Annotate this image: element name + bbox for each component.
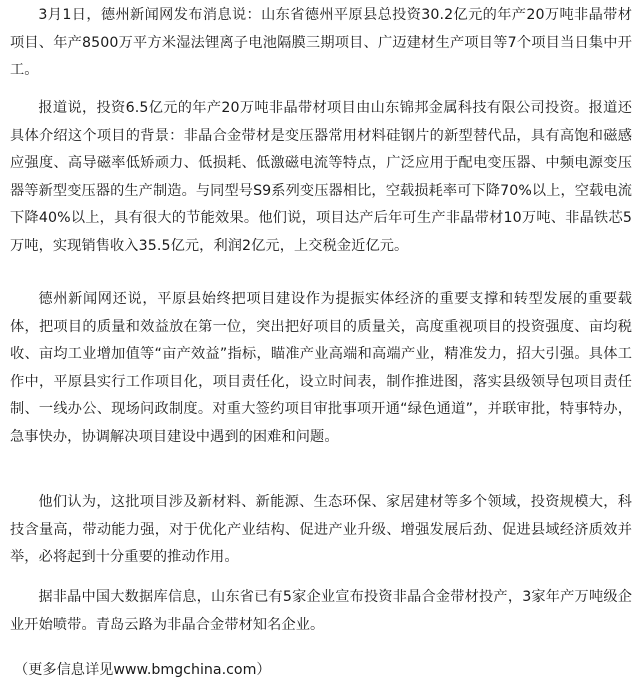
article-paragraph-3: 德州新闻网还说，平原县始终把项目建设作为提振实体经济的重要支撑和转型发展的重要载体，把项目的质量和效益放在第一位，突出把好项目的质量关，高度重视项目的投资强度、亩均税收、亩均工业增加值等“亩产效益”指标，瞄准产业高端和高端产业，精准发力，招大引强。具体工作中，平原县实行工作项目化，项目责任化，设立时间表，制作推进图，落实县级领导包项目责任制、一线办公、现场问政制度。对重大签约项目审批事项开通“绿色通道”，并联审批，特事特办，急事快办，协调解决项目建设中遇到的困难和问题。 bbox=[10, 291, 632, 445]
article-paragraph-2: 报道说，投资6.5亿元的年产20万吨非晶带材项目由山东锦邦金属科技有限公司投资。报道还具体介绍这个项目的背景：非晶合金带材是变压器常用材料硅钢片的新型替代品，具有高饱和磁感应强度、高导磁率低矫顽力、低损耗、低激磁电流等特点，广泛应用于配电变压器、中频电源变压器等新型变压器的生产制造。与同型号S9系列变压器相比，空载损耗率可下降70%以上，空载电流下降40%以上，具有很大的节能效果。他们说，项目达产后年可生产非晶带材10万吨、非晶铁芯5万吨，实现销售收入35.5亿元，利润2亿元，上交税金近亿元。 bbox=[10, 100, 632, 254]
article-paragraph-1: 3月1日，德州新闻网发布消息说：山东省德州平原县总投资30.2亿元的年产20万吨非晶带材项目、年产8500万平方米湿法锂离子电池隔膜三期项目、广迈建材生产项目等7个项目当日集中开工。 bbox=[10, 7, 632, 78]
article-paragraph-4: 他们认为，这批项目涉及新材料、新能源、生态环保、家居建材等多个领域，投资规模大，科技含量高，带动能力强，对于优化产业结构、促进产业升级、增强发展后劲、促进县域经济质效并举，必将起到十分重要的推动作用。 bbox=[10, 494, 632, 565]
more-info-note: （更多信息详见www.bmgchina.com） bbox=[14, 662, 271, 678]
article-paragraph-5: 据非晶中国大数据库信息，山东省已有5家企业宣布投资非晶合金带材投产，3家年产万吨级企业开始喷带。青岛云路为非晶合金带材知名企业。 bbox=[10, 589, 632, 633]
